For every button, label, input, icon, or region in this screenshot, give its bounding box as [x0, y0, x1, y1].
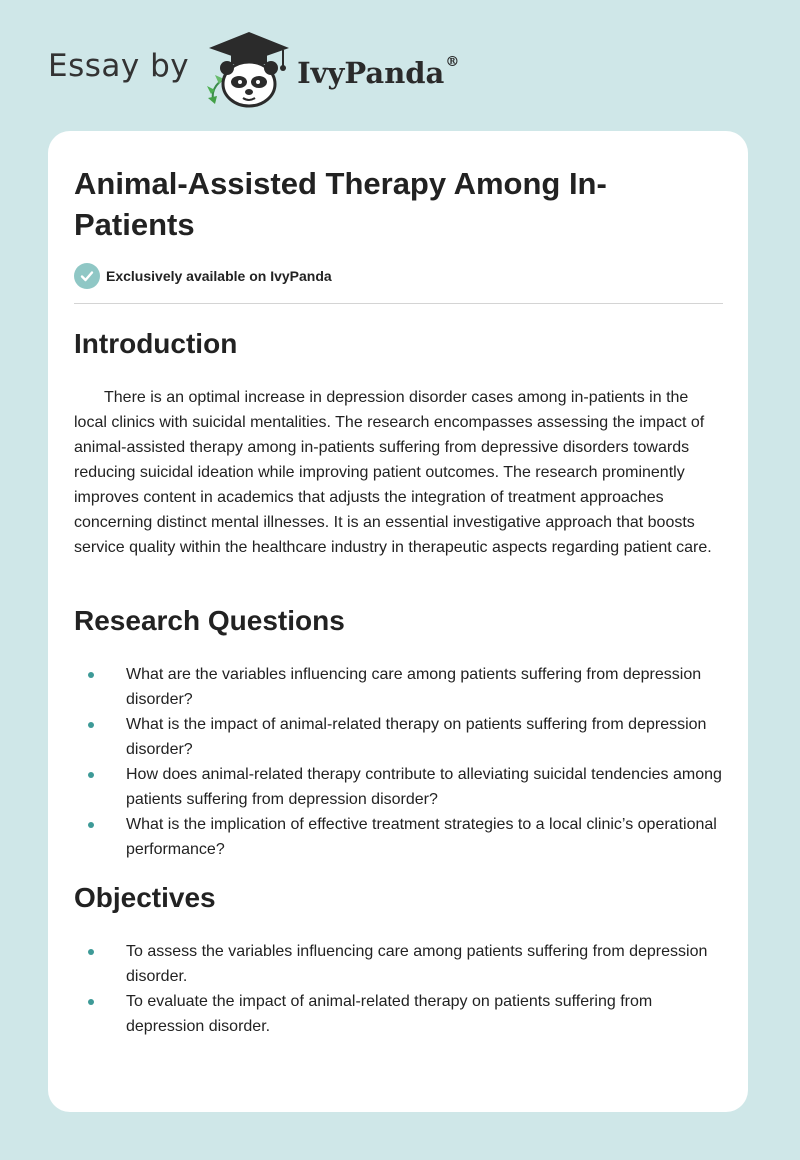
- research-questions-list: [74, 662, 724, 862]
- list-item: To evaluate the impact of animal-related therapy on patients suffering from depression disorder.: [74, 989, 724, 1039]
- check-icon: [74, 263, 100, 289]
- bullet-icon: [88, 772, 94, 778]
- exclusive-badge: [74, 263, 332, 289]
- objectives-list: [74, 939, 724, 1039]
- list-item: How does animal-related therapy contribute to alleviating suicidal tendencies among patients suffering from depression disorder?: [74, 762, 724, 812]
- list-item: What is the implication of effective treatment strategies to a local clinic’s operational performance?: [74, 812, 724, 862]
- divider: [74, 303, 723, 304]
- panda-graduate-logo-icon: [203, 30, 295, 110]
- essay-by-label: Essay by: [48, 48, 190, 84]
- introduction-paragraph: There is an optimal increase in depression disorder cases among in-patients in the local clinics with suicidal mentalities. The research encompasses assessing the impact of animal-assisted therapy among in-patients suffering from depressive disorders towards reducing suicidal ideation while improving patient outcomes. The research prominently improves content in academics that adjusts the integration of treatment approaches concerning distinct mental illnesses. It is an essential investigative approach that boosts service quality within the healthcare industry in therapeutic aspects regarding patient care.: [74, 389, 712, 556]
- list-item: What is the impact of animal-related therapy on patients suffering from depression disorder?: [74, 712, 724, 762]
- objectives-heading: Objectives: [74, 882, 216, 913]
- list-item: To assess the variables influencing care among patients suffering from depression disorder.: [74, 939, 724, 989]
- ivypanda-wordmark: IvyPanda®: [297, 54, 460, 90]
- research-questions-heading: Research Questions: [74, 605, 345, 636]
- exclusive-label: Exclusively available on IvyPanda: [106, 268, 332, 284]
- essay-card: [48, 131, 748, 1112]
- site-header: [48, 30, 459, 110]
- bullet-icon: [88, 672, 94, 678]
- essay-title: Animal-Assisted Therapy Among In-Patients: [74, 166, 607, 242]
- registered-mark: ®: [445, 54, 460, 70]
- bullet-icon: [88, 722, 94, 728]
- introduction-heading: Introduction: [74, 328, 238, 359]
- bullet-icon: [88, 949, 94, 955]
- bullet-icon: [88, 822, 94, 828]
- list-item: What are the variables influencing care among patients suffering from depression disorder?: [74, 662, 724, 712]
- bullet-icon: [88, 999, 94, 1005]
